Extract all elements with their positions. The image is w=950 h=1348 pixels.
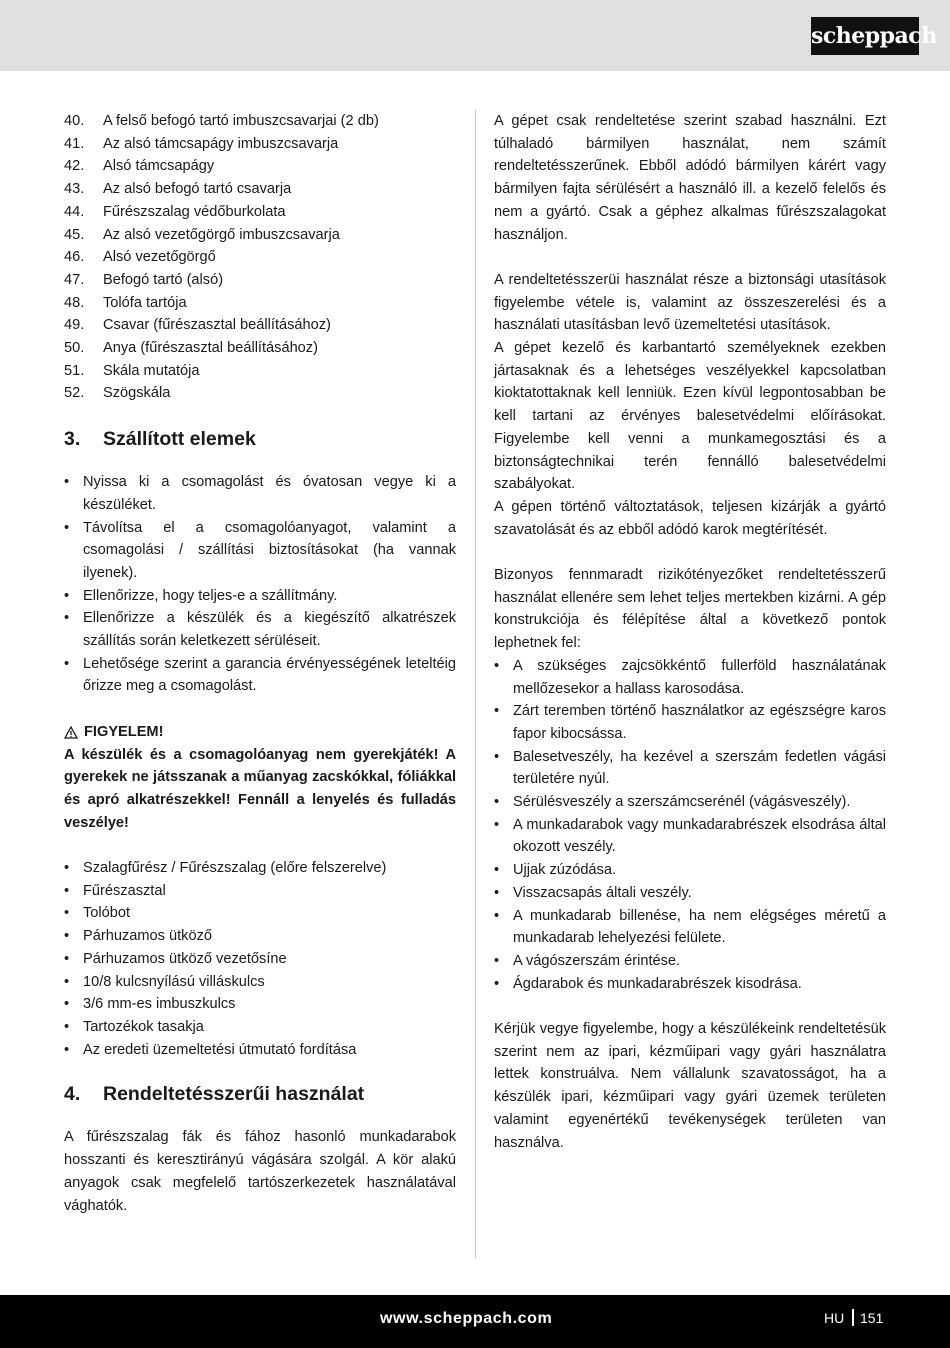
paragraph: A gépen történő változtatások, teljesen kizárják a gyártó szavatolását és az ebből adódó karok megtérítését.: [494, 498, 886, 538]
list-item: • 3/6 mm-es imbuszkulcs: [64, 993, 456, 1016]
item-number: 48.: [64, 294, 85, 311]
item-number: 42.: [64, 158, 85, 175]
item-text: Tolófa tartója: [103, 294, 187, 311]
list-item: [64, 155, 456, 178]
section-number: 4.: [64, 1083, 81, 1106]
item-number: 46.: [64, 249, 85, 266]
section-title: Rendeltetésszerűi használat: [103, 1083, 365, 1106]
paragraph: A rendeltetésszerüi használat része a biztonsági utasítások figyelembe vétele is, valamint az összeszerelési és a használati utasításban levő üzemeltetési utasítások.: [494, 271, 886, 334]
item-text: Csavar (fűrészasztal beállításához): [103, 317, 331, 334]
list-item: • Távolítsa el a csomagolóanyagot, valamint a csomagolási / szállítási biztosításokat (ha vannak ilyenek).: [64, 517, 456, 585]
list-item: • Ágdarabok és munkadarabrészek kisodrása.: [494, 973, 886, 996]
list-item: [64, 110, 456, 133]
list-item: • Tolóbot: [64, 902, 456, 925]
item-number: 51.: [64, 362, 85, 379]
item-number: 40.: [64, 113, 85, 129]
list-item: • Ujjak zúzódása.: [494, 859, 886, 882]
item-text: Az alsó befogó tartó csavarja: [103, 181, 292, 198]
section-3-heading: [64, 426, 456, 452]
item-text: Fűrészszalag védőburkolata: [103, 203, 286, 220]
list-item: • Nyissa ki a csomagolást és óvatosan vegye ki a készüléket.: [64, 471, 456, 516]
list-item: [64, 382, 456, 405]
list-item: [64, 269, 456, 292]
list-item: • Visszacsapás általi veszély.: [494, 882, 886, 905]
footer-separator: [852, 1309, 854, 1326]
warning-block: [64, 721, 456, 835]
section-number: 3.: [64, 428, 81, 451]
list-item: [64, 337, 456, 360]
section-title: Szállított elemek: [103, 428, 256, 451]
section-4-heading: [64, 1081, 456, 1107]
page-number: 151: [860, 1310, 884, 1326]
column-divider: [475, 110, 476, 1258]
item-number: 44.: [64, 203, 85, 220]
item-text: Befogó tartó (alsó): [103, 271, 224, 288]
list-item: • A munkadarabok vagy munkadarabrészek elsodrása által okozott veszély.: [494, 814, 886, 859]
list-item: [64, 178, 456, 201]
paragraph: Bizonyos fennmaradt rizikótényezőket rendeltetésszerű használat ellenére sem lehet teljes mertekben kizárni. A gép konstrukciója és félépítése által a következő pontok lephetnek fel:: [494, 567, 886, 652]
header-bar: [0, 0, 950, 71]
item-number: 50.: [64, 340, 85, 357]
list-item: • 10/8 kulcsnyílású villáskulcs: [64, 971, 456, 994]
intended-use-text: A fűrészszalag fák és fához hasonló munkadarabok hosszanti és keresztirányú vágására szolgál. A kör alakú anyagok csak megfelelő tartószerkezetek használatával vághatók.: [64, 1129, 456, 1214]
list-item: [64, 133, 456, 156]
footer-bar: [0, 1295, 950, 1348]
list-item: [64, 314, 456, 337]
item-text: A felső befogó tartó imbuszcsavarjai (2 db): [103, 113, 379, 129]
list-item: • Balesetveszély, ha kezével a szerszám fedetlen vágási területére nyúl.: [494, 746, 886, 791]
list-item: • Lehetősége szerint a garancia érvényességének leteltéig őrizze meg a csomagolást.: [64, 653, 456, 698]
item-number: 52.: [64, 385, 85, 402]
list-item: • Ellenőrizze a készülék és a kiegészítő alkatrészek szállítás során keletkezett sérüléseit.: [64, 607, 456, 652]
warning-triangle-icon: [64, 726, 78, 739]
item-text: Alsó vezetőgörgő: [103, 249, 216, 266]
item-number: 47.: [64, 271, 85, 288]
delivery-items-list: [64, 857, 456, 1061]
residual-risks-list: [494, 655, 886, 996]
item-number: 41.: [64, 135, 85, 152]
item-text: Anya (fűrészasztal beállításához): [103, 340, 318, 357]
item-text: Az alsó támcsapágy imbuszcsavarja: [103, 135, 339, 152]
list-item: • Zárt teremben történő használatkor az egészségre karos fapor kibocsássa.: [494, 700, 886, 745]
list-item: [64, 201, 456, 224]
paragraph: Kérjük vegye figyelembe, hogy a készülékeink rendeltetésük szerint nem az ipari, kézműipari vagy gyári használatra lettek konstruálva. Nem vállalunk szavatosságot, ha a készülék ipari, kézműipari vagy gyári üzemek területen valamint egyenértékű tevékenységek területen van használva.: [494, 1021, 886, 1151]
list-item: [64, 246, 456, 269]
item-number: 45.: [64, 226, 85, 243]
right-column: [494, 110, 886, 1154]
item-number: 49.: [64, 317, 85, 334]
list-item: • A munkadarab billenése, ha nem elégséges méretű a munkadarab lehelyezési felülete.: [494, 905, 886, 950]
list-item: • A szükséges zajcsökkéntő fullerföld használatának mellőzesekor a hallass karosodása.: [494, 655, 886, 700]
list-item: • Párhuzamos ütköző vezetősíne: [64, 948, 456, 971]
language-code: HU: [824, 1310, 845, 1326]
item-text: Skála mutatója: [103, 362, 200, 379]
brand-logo: scheppach: [811, 17, 919, 55]
list-item: [64, 360, 456, 383]
item-text: Az alsó vezetőgörgő imbuszcsavarja: [103, 226, 340, 243]
list-item: [64, 224, 456, 247]
paragraph: A gépet kezelő és karbantartó személyeknek ezekben jártasaknak és a lehetséges veszélyekkel kapcsolatban kioktatottaknak kell lenniük. Ezen kívül legpontosabban be kell tartani az érvényes balesetvédelmi előírásokat. Figyelembe kell venni a munkamegosztási és a biztonságtechnikai terén fennálló balesetvédelmi szabályokat.: [494, 340, 886, 493]
list-item: • Párhuzamos ütköző: [64, 925, 456, 948]
list-item: • Sérülésveszély a szerszámcserénél (vágásveszély).: [494, 791, 886, 814]
parts-list: [64, 110, 456, 405]
website-link[interactable]: www.scheppach.com: [380, 1310, 553, 1327]
list-item: • Szalagfűrész / Fűrészszalag (előre felszerelve): [64, 857, 456, 880]
warning-title: FIGYELEM!: [84, 723, 164, 740]
unpacking-steps: [64, 471, 456, 698]
item-number: 43.: [64, 181, 85, 198]
warning-text: A készülék és a csomagolóanyag nem gyerekjáték! A gyerekek ne játsszanak a műanyag zacskókkal, fóliákkal és apró alkatrészekkel! Fennáll a lenyelés és fulladás veszélye!: [64, 746, 456, 831]
item-text: Alsó támcsapágy: [103, 158, 215, 175]
item-text: Szögskála: [103, 385, 171, 402]
list-item: • Tartozékok tasakja: [64, 1016, 456, 1039]
list-item: • Fűrészasztal: [64, 880, 456, 903]
left-column: [64, 110, 456, 1217]
list-item: • Ellenőrizze, hogy teljes-e a szállítmány.: [64, 585, 456, 608]
list-item: • Az eredeti üzemeltetési útmutató fordítása: [64, 1039, 456, 1062]
list-item: • A vágószerszám érintése.: [494, 950, 886, 973]
paragraph: A gépet csak rendeltetése szerint szabad használni. Ezt túlhaladó bármilyen használat, nem számít rendeltetésszerűnek. Ebből adódó bármilyen kárért vagy bármilyen fajta sérülésért a használó ill. a kezelő felelős és nem a gyártó. Csak a géphez alkalmas fűrészszalagokat használjon.: [494, 113, 886, 243]
list-item: [64, 292, 456, 315]
